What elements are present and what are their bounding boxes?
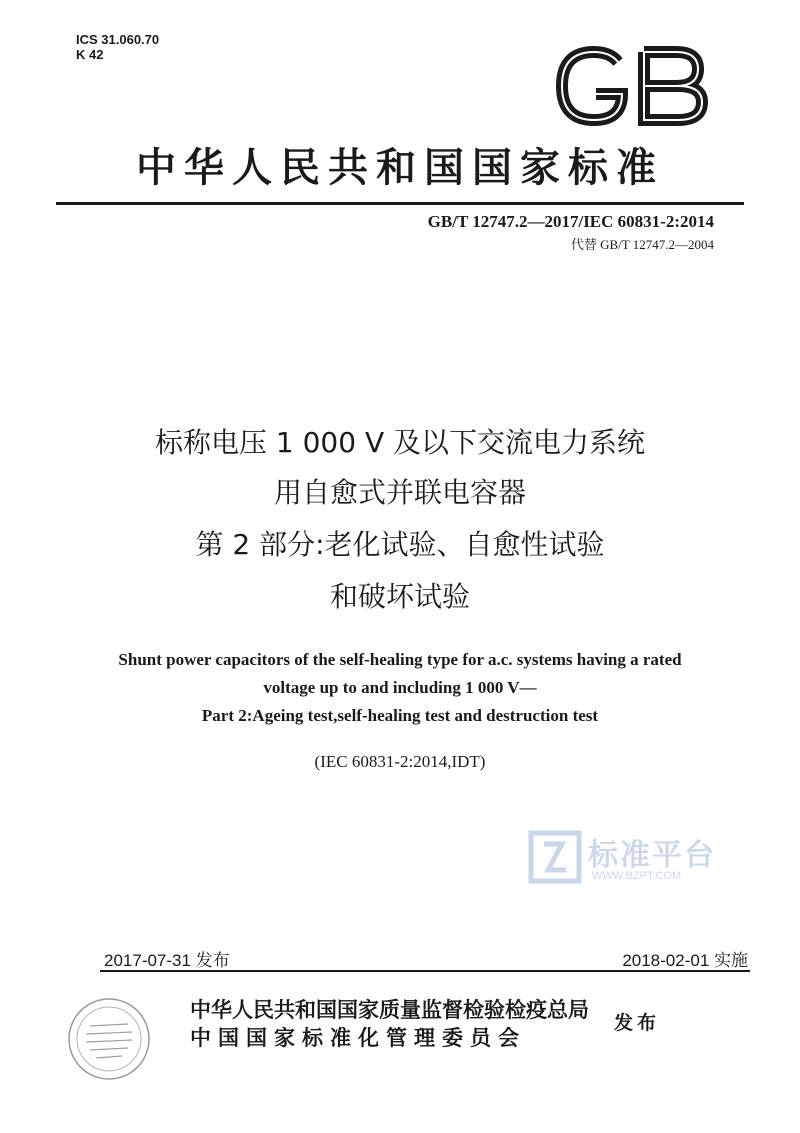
standard-number: GB/T 12747.2—2017/IEC 60831-2:2014 — [427, 212, 714, 231]
title-en-line-2: voltage up to and including 1 000 V— — [263, 678, 537, 697]
issue-date: 2017-07-31 发布 — [104, 951, 230, 970]
title-cn-line-1: 标称电压 1 000 V 及以下交流电力系统 — [154, 426, 645, 459]
title-en-line-1: Shunt power capacitors of the self-healing type for a.c. systems having a rated — [118, 650, 682, 669]
footer-divider — [100, 970, 750, 972]
header-divider — [56, 202, 744, 205]
classification-codes — [76, 32, 159, 62]
watermark-text-en: WWW.BZPT.COM — [592, 870, 682, 882]
standard-type-title: 中华人民共和国国家标准 — [136, 145, 664, 191]
issuer-sac: 中国国家标准化管理委员会 — [190, 1026, 526, 1050]
replaced-standard: 代替 GB/T 12747.2—2004 — [570, 237, 714, 252]
title-cn-line-2: 用自愈式并联电容器 — [273, 476, 526, 509]
watermark-logo-icon — [528, 830, 582, 884]
gb-logo — [552, 44, 712, 128]
title-cn-line-3: 第 2 部分:老化试验、自愈性试验 — [195, 528, 605, 561]
issuer-aqsiq: 中华人民共和国国家质量监督检验检疫总局 — [190, 998, 589, 1022]
seal-stamp — [66, 996, 152, 1082]
watermark — [528, 830, 738, 886]
implementation-date: 2018-02-01 实施 — [622, 951, 748, 970]
ccs-code: K 42 — [76, 47, 104, 62]
equivalence-note: (IEC 60831-2:2014,IDT) — [314, 752, 486, 771]
ics-code: ICS 31.060.70 — [76, 32, 160, 47]
title-cn-line-4: 和破坏试验 — [329, 580, 470, 613]
watermark-text-cn: 标准平台 — [588, 838, 716, 873]
title-en-line-3: Part 2:Ageing test,self-healing test and destruction test — [201, 706, 599, 725]
publish-label: 发布 — [614, 1012, 661, 1034]
